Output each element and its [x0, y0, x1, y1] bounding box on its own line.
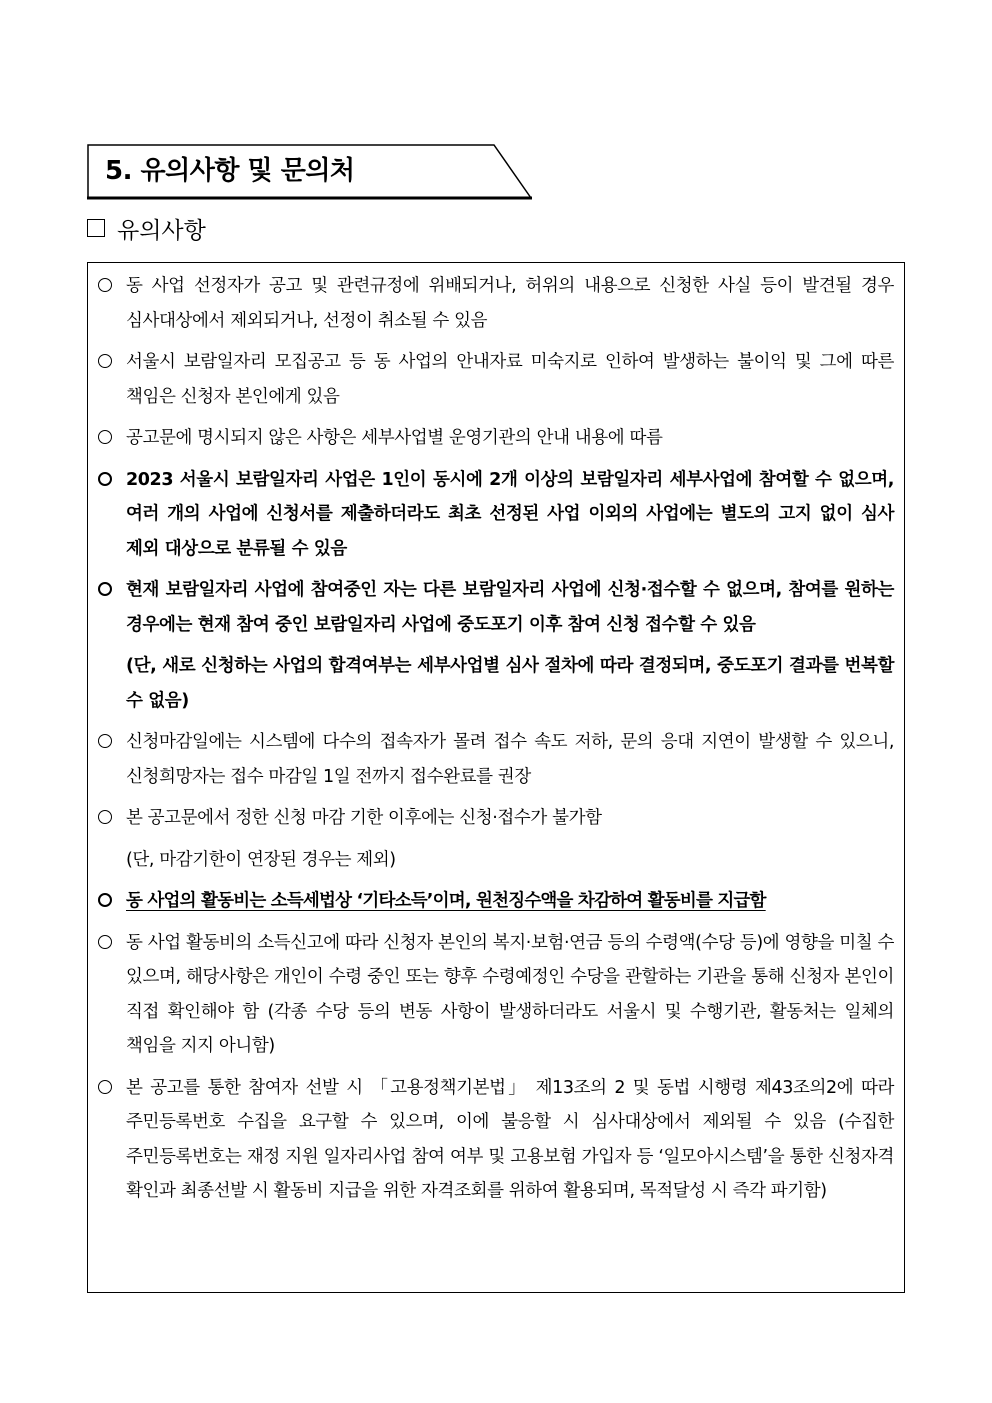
notice-text: 현재 보람일자리 사업에 참여중인 자는 다른 보람일자리 사업에 신청·접수할 수 없으며, 참여를 원하는 경우에는 현재 참여 중인 보람일자리 사업에 중도포기 이후 참여 신청 접수할 수 있음	[126, 580, 894, 635]
notice-text: 신청마감일에는 시스템에 다수의 접속자가 몰려 접수 속도 저하, 문의 응대 지연이 발생할 수 있으니, 신청희망자는 접수 마감일 1일 전까지 접수완료를 권장	[126, 732, 894, 787]
notice-text: 서울시 보람일자리 모집공고 등 동 사업의 안내자료 미숙지로 인하여 발생하는 불이익 및 그에 따른 책임은 신청자 본인에게 있음	[126, 352, 894, 407]
circle-bullet-icon	[98, 884, 124, 919]
notice-text: 본 공고문에서 정한 신청 마감 기한 이후에는 신청·접수가 불가함	[126, 808, 602, 828]
notice-box	[87, 262, 905, 1293]
circle-bullet-icon	[98, 269, 124, 304]
notice-text: 2023 서울시 보람일자리 사업은 1인이 동시에 2개 이상의 보람일자리 세부사업에 참여할 수 없으며, 여러 개의 사업에 신청서를 제출하더라도 최초 선정된 사업 이외의 사업에는 별도의 고지 없이 심사 제외 대상으로 분류될 수 있음	[126, 469, 894, 559]
empty-square-icon	[87, 219, 105, 237]
notice-note: (단, 새로 신청하는 사업의 합격여부는 세부사업별 심사 절차에 따라 결정되며, 중도포기 결과를 번복할 수 없음)	[126, 656, 894, 711]
notice-item	[98, 926, 894, 1064]
notice-text: 동 사업 선정자가 공고 및 관련규정에 위배되거나, 허위의 내용으로 신청한 사실 등이 발견될 경우 심사대상에서 제외되거나, 선정이 취소될 수 있음	[126, 276, 894, 331]
notice-item	[98, 801, 894, 836]
notice-item	[98, 421, 894, 456]
notice-item	[98, 345, 894, 414]
section-title: 5. 유의사항 및 문의처	[105, 156, 355, 186]
circle-bullet-icon	[98, 345, 124, 380]
notice-text: 본 공고를 통한 참여자 선발 시 「고용정책기본법」 제13조의 2 및 동법 시행령 제43조의2에 따라 주민등록번호 수집을 요구할 수 있으며, 이에 불응할 시 심사대상에서 제외될 수 있음 (수집한 주민등록번호는 재정 지원 일자리사업 참여 여부 및 고용보험 가입자 등 ‘일모아시스템’을 통한 신청자격 확인과 최종선발 시 활동비 지급을 위한 자격조회를 위하여 활용되며, 목적달성 시 즉각 파기함)	[126, 1077, 894, 1201]
subheading	[87, 210, 206, 246]
notice-text: 동 사업의 활동비는 소득세법상 ‘기타소득’이며, 원천징수액을 차감하여 활동비를 지급함	[126, 891, 766, 911]
notice-text: 공고문에 명시되지 않은 사항은 세부사업별 운영기관의 안내 내용에 따름	[126, 428, 663, 448]
subheading-label: 유의사항	[117, 217, 206, 244]
notice-text: 동 사업 활동비의 소득신고에 따라 신청자 본인의 복지·보험·연금 등의 수령액(수당 등)에 영향을 미칠 수 있으며, 해당사항은 개인이 수령 중인 또는 향후 수령예정인 수당을 관할하는 기관을 통해 신청자 본인이 직접 확인해야 함 (각종 수당 등의 변동 사항이 발생하더라도 서울시 및 수행기관, 활동처는 일체의 책임을 지지 아니함)	[126, 932, 894, 1056]
circle-bullet-icon	[98, 1071, 124, 1106]
circle-bullet-icon	[98, 463, 124, 498]
notice-item-important	[98, 573, 894, 642]
circle-bullet-icon	[98, 926, 124, 961]
circle-bullet-icon	[98, 801, 124, 836]
circle-bullet-icon	[98, 421, 124, 456]
circle-bullet-icon	[98, 573, 124, 608]
notice-item	[98, 269, 894, 338]
section-header	[87, 144, 532, 199]
notice-note: (단, 마감기한이 연장된 경우는 제외)	[126, 849, 396, 870]
notice-item	[98, 1071, 894, 1209]
notice-item	[98, 725, 894, 794]
notice-item-underlined	[98, 884, 894, 919]
notice-item-important	[98, 463, 894, 567]
circle-bullet-icon	[98, 725, 124, 760]
